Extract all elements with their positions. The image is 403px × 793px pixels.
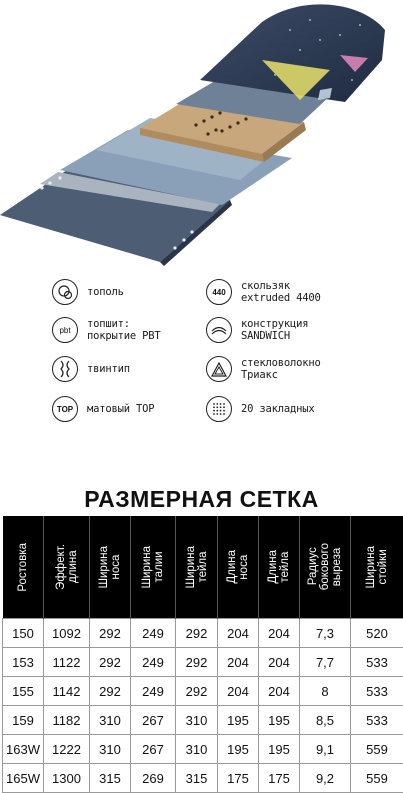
table-cell: 292 [90,677,131,706]
feature-inserts [206,396,314,422]
base-440-icon [206,279,232,305]
icon-text: pbt [59,326,70,335]
header-cell: Радиус бокового выреза [300,516,351,619]
header-cell: Ширина талии [131,516,176,619]
table-cell: 559 [351,764,403,793]
table-cell: 1092 [44,619,90,648]
table-cell: 292 [176,648,218,677]
feature-fiberglass [206,356,321,382]
table-row [3,677,403,706]
feature-twintip [52,356,130,382]
twintip-icon [52,356,78,382]
table-cell: 159 [3,706,44,735]
table-cell: 267 [131,735,176,764]
table-cell: 204 [218,619,259,648]
header-cell: Ширина стойки [351,516,403,619]
table-cell: 310 [90,735,131,764]
table-cell: 310 [176,735,218,764]
table-cell: 315 [90,764,131,793]
feature-label: extruded 4400 [241,292,321,304]
sandwich-icon [206,317,232,343]
table-cell: 533 [351,706,403,735]
table-row [3,764,403,793]
table-cell: 8,5 [300,706,351,735]
table-cell: 155 [3,677,44,706]
table-cell: 153 [3,648,44,677]
triax-icon [206,356,232,382]
table-cell: 204 [218,677,259,706]
table-row [3,619,403,648]
feature-top [52,396,154,422]
header-cell: Ширина тейла [176,516,218,619]
feature-label: стекловолокно [241,357,321,369]
feature-label: топшит: [87,318,160,330]
table-cell: 533 [351,677,403,706]
table-cell: 163W [3,735,44,764]
inserts-icon [206,396,232,422]
table-cell: 150 [3,619,44,648]
feature-label: тополь [87,286,124,298]
feature-label: матовый TOP [87,403,154,415]
top-icon [52,396,78,422]
table-cell: 1300 [44,764,90,793]
icon-text: TOP [57,405,73,414]
table-cell: 195 [259,706,300,735]
table-cell: 1182 [44,706,90,735]
table-cell: 9,1 [300,735,351,764]
table-cell: 195 [218,735,259,764]
table-cell: 1122 [44,648,90,677]
feature-construction [206,317,308,343]
table-cell: 292 [90,648,131,677]
header-cell: Ростовка [3,516,44,619]
table-cell: 195 [218,706,259,735]
table-cell: 204 [259,648,300,677]
snowboard-layers-illustration [0,0,403,270]
table-cell: 249 [131,677,176,706]
table-cell: 8 [300,677,351,706]
feature-base [206,279,321,305]
table-cell: 9,2 [300,764,351,793]
table-cell: 310 [176,706,218,735]
table-cell: 520 [351,619,403,648]
table-cell: 249 [131,648,176,677]
table-cell: 267 [131,706,176,735]
table-cell: 204 [259,677,300,706]
icon-text: 440 [212,288,225,297]
table-cell: 310 [90,706,131,735]
table-cell: 204 [218,648,259,677]
table-cell: 195 [259,735,300,764]
table-header-row [3,516,403,619]
pbt-icon [52,317,78,343]
table-cell: 204 [259,619,300,648]
header-cell: Длина тейла [259,516,300,619]
table-cell: 7,7 [300,648,351,677]
feature-label: скользяк [241,280,321,292]
table-cell: 269 [131,764,176,793]
table-cell: 1142 [44,677,90,706]
table-cell: 175 [259,764,300,793]
feature-label: конструкция [241,318,308,330]
feature-poplar [52,279,124,305]
feature-label: Триакс [241,369,321,381]
table-cell: 1222 [44,735,90,764]
table-row [3,735,403,764]
table-cell: 7,3 [300,619,351,648]
header-cell: Длина носа [218,516,259,619]
table-cell: 533 [351,648,403,677]
table-cell: 249 [131,619,176,648]
header-cell: Ширина носа [90,516,131,619]
table-row [3,706,403,735]
feature-label: покрытие PBT [87,330,160,342]
table-cell: 559 [351,735,403,764]
table-cell: 292 [90,619,131,648]
size-chart-title: РАЗМЕРНАЯ СЕТКА [0,486,403,513]
table-cell: 292 [176,677,218,706]
feature-topsheet [52,317,160,343]
feature-label: твинтип [87,363,130,375]
feature-label: 20 закладных [241,403,314,415]
feature-label: SANDWICH [241,330,308,342]
size-table [2,516,403,793]
table-cell: 165W [3,764,44,793]
table-cell: 315 [176,764,218,793]
poplar-icon [52,279,78,305]
features-grid [52,276,382,426]
header-cell: Эффект. длина [44,516,90,619]
table-cell: 175 [218,764,259,793]
table-row [3,648,403,677]
table-cell: 292 [176,619,218,648]
